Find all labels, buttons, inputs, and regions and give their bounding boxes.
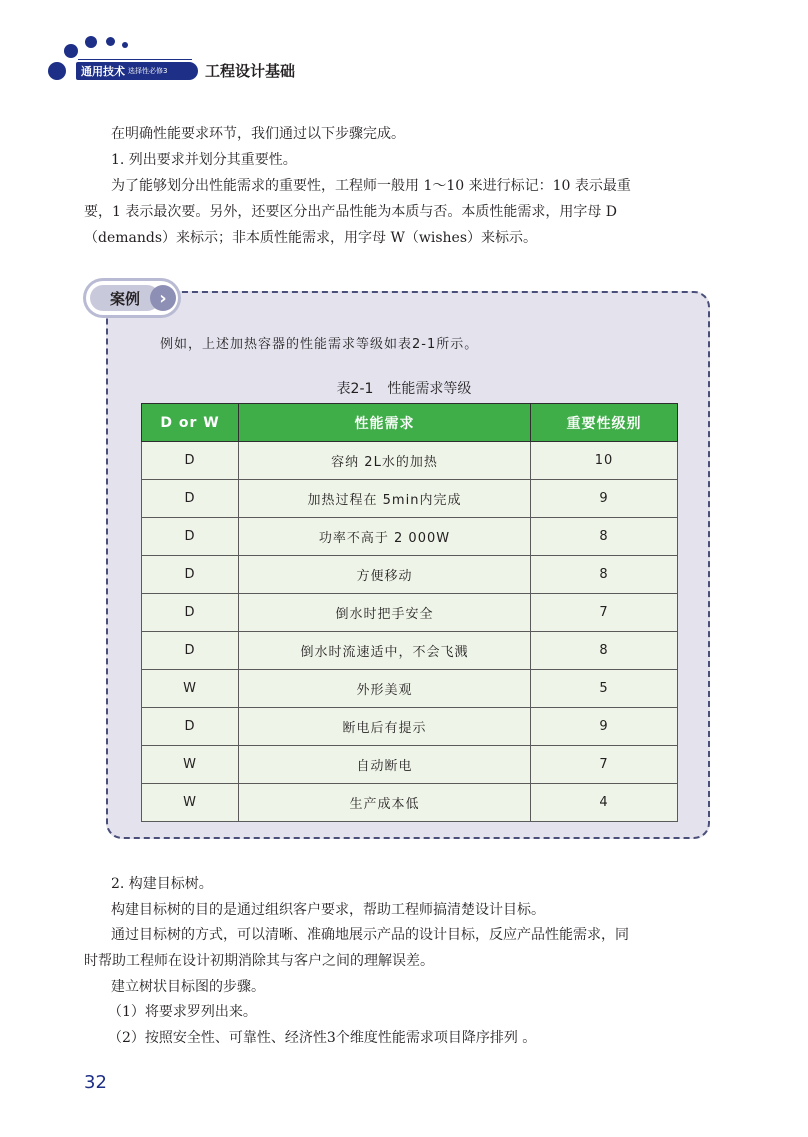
requirement-cell: 容纳 2L水的加热 — [239, 442, 531, 480]
header-rule — [78, 59, 192, 60]
header-dot-medium-2 — [85, 36, 97, 48]
header-dot-tiny — [122, 42, 128, 48]
column-header: D or W — [142, 404, 239, 442]
column-header: 性能需求 — [239, 404, 531, 442]
level-cell: 7 — [531, 594, 678, 632]
column-header: 重要性级别 — [531, 404, 678, 442]
header-dot-medium — [64, 44, 78, 58]
header-subtitle: 选择性必修3 — [128, 67, 168, 75]
table-row — [142, 708, 678, 746]
table-row — [142, 556, 678, 594]
table-row — [142, 442, 678, 480]
paragraph: 建立树状目标图的步骤。 — [111, 979, 265, 995]
case-label: 案例 — [109, 289, 140, 308]
case-intro: 例如，上述加热容器的性能需求等级如表2-1所示。 — [160, 337, 479, 352]
level-cell: 5 — [531, 670, 678, 708]
paragraph: 为了能够划分出性能需求的重要性，工程师一般用 1～10 来进行标记：10 表示最重 — [111, 178, 631, 194]
type-cell: W — [142, 670, 239, 708]
header-dot-large — [48, 62, 66, 80]
requirements-table — [141, 403, 678, 822]
paragraph: 通过目标树的方式，可以清晰、准确地展示产品的设计目标，反应产品性能需求，同 — [111, 927, 629, 943]
chevron-right-icon: › — [150, 285, 176, 311]
paragraph: 要，1 表示最次要。另外，还要区分出产品性能为本质与否。本质性能需求，用字母 D — [84, 204, 618, 220]
paragraph: 在明确性能要求环节，我们通过以下步骤完成。 — [111, 126, 405, 142]
level-cell: 4 — [531, 784, 678, 822]
requirement-cell: 倒水时流速适中，不会飞溅 — [239, 632, 531, 670]
type-cell: D — [142, 442, 239, 480]
table-row — [142, 632, 678, 670]
type-cell: D — [142, 632, 239, 670]
paragraph: 1. 列出要求并划分其重要性。 — [111, 152, 297, 168]
type-cell: W — [142, 746, 239, 784]
level-cell: 8 — [531, 556, 678, 594]
paragraph: 构建目标树的目的是通过组织客户要求，帮助工程师搞清楚设计目标。 — [111, 902, 545, 918]
table-caption: 表2-1 性能需求等级 — [336, 381, 472, 397]
paragraph: （demands）来标示；非本质性能需求，用字母 W（wishes）来标示。 — [84, 230, 538, 246]
header-title: 工程设计基础 — [205, 62, 296, 80]
level-cell: 9 — [531, 480, 678, 518]
paragraph: 2. 构建目标树。 — [111, 876, 213, 892]
requirement-cell: 外形美观 — [239, 670, 531, 708]
level-cell: 7 — [531, 746, 678, 784]
level-cell: 10 — [531, 442, 678, 480]
requirement-cell: 生产成本低 — [239, 784, 531, 822]
requirement-cell: 方便移动 — [239, 556, 531, 594]
table-row — [142, 480, 678, 518]
table-row — [142, 746, 678, 784]
paragraph: （2）按照安全性、可靠性、经济性3个维度性能需求项目降序排列 。 — [108, 1030, 537, 1046]
type-cell: D — [142, 518, 239, 556]
requirement-cell: 功率不高于 2 000W — [239, 518, 531, 556]
table-row — [142, 518, 678, 556]
type-cell: D — [142, 556, 239, 594]
paragraph: （1）将要求罗列出来。 — [108, 1004, 257, 1020]
requirement-cell: 自动断电 — [239, 746, 531, 784]
type-cell: D — [142, 594, 239, 632]
header-series: 通用技术 — [81, 65, 125, 78]
header-dot-small — [106, 37, 115, 46]
level-cell: 9 — [531, 708, 678, 746]
table-row — [142, 594, 678, 632]
paragraph: 时帮助工程师在设计初期消除其与客户之间的理解误差。 — [84, 953, 434, 969]
level-cell: 8 — [531, 632, 678, 670]
type-cell: D — [142, 708, 239, 746]
table-row — [142, 784, 678, 822]
requirement-cell: 加热过程在 5min内完成 — [239, 480, 531, 518]
type-cell: W — [142, 784, 239, 822]
header-series-badge — [76, 62, 198, 80]
table-header-row — [142, 404, 678, 442]
requirement-cell: 倒水时把手安全 — [239, 594, 531, 632]
requirement-cell: 断电后有提示 — [239, 708, 531, 746]
page-number: 32 — [84, 1072, 107, 1093]
level-cell: 8 — [531, 518, 678, 556]
table-row — [142, 670, 678, 708]
type-cell: D — [142, 480, 239, 518]
